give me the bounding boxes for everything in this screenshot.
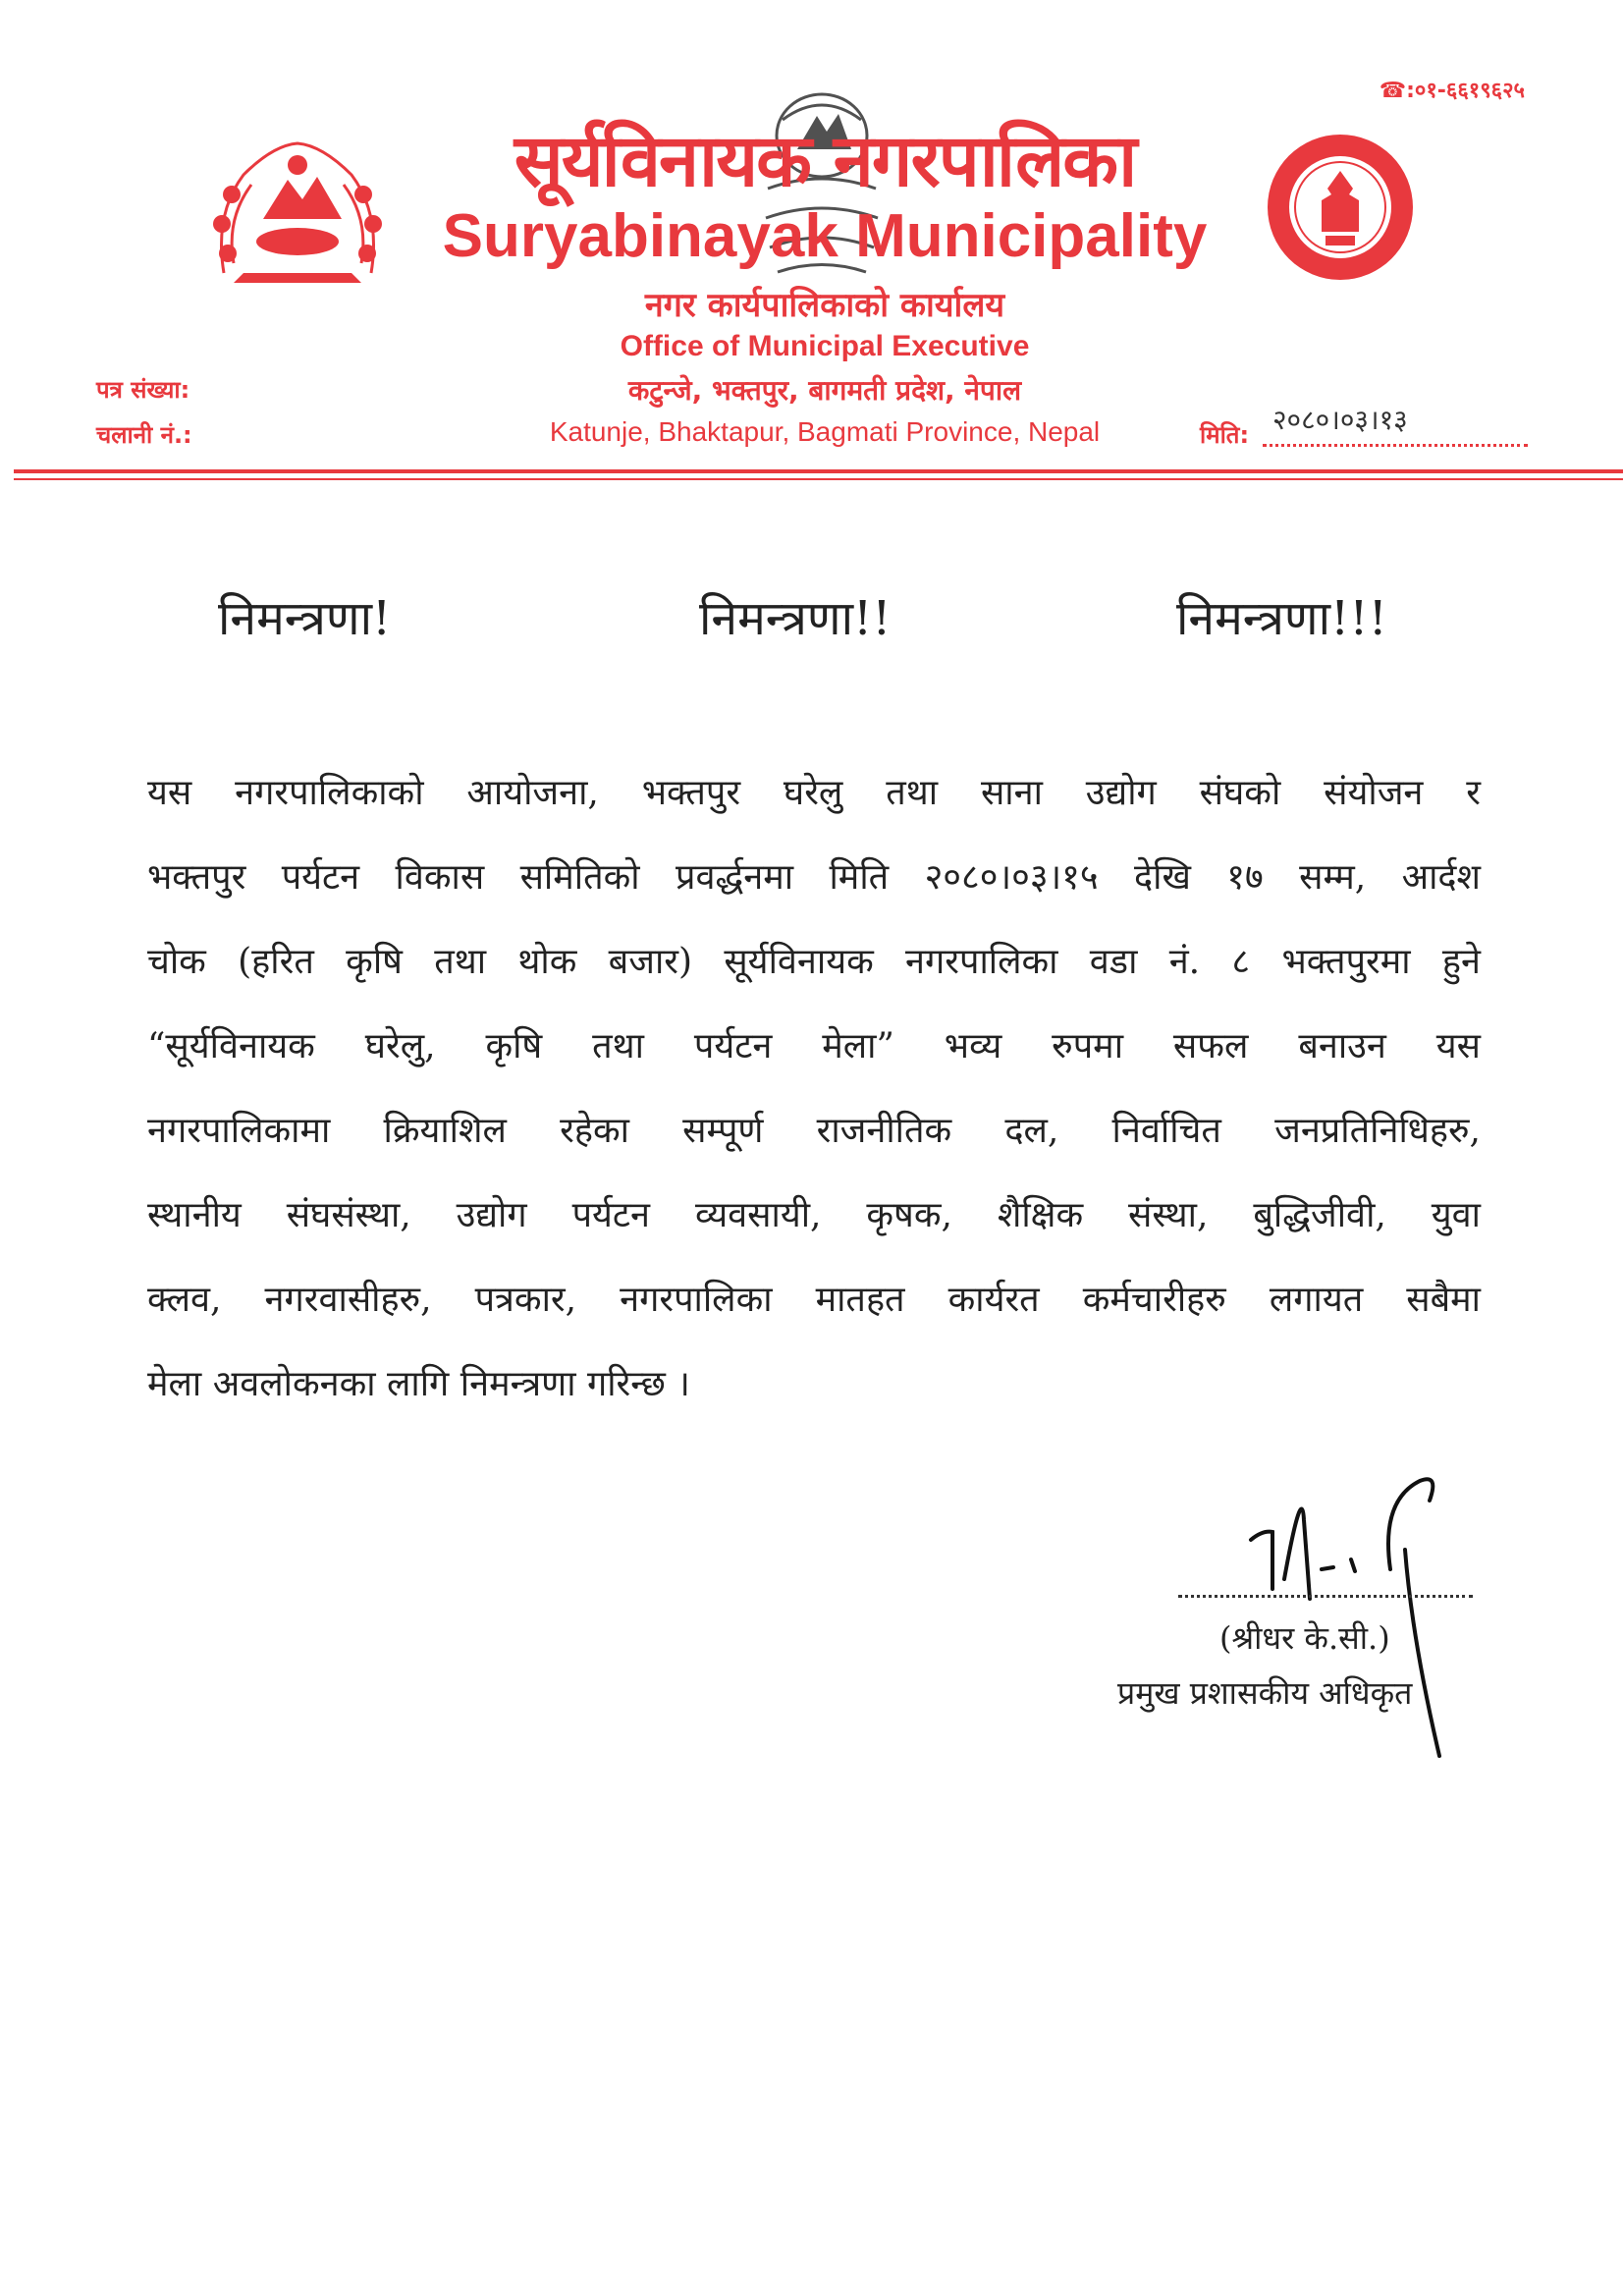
signatory-title: प्रमुख प्रशासकीय अधिकृत <box>1117 1674 1413 1712</box>
header-divider-thin <box>14 478 1623 480</box>
address-nepali: कटुन्जे, भक्तपुर, बागमती प्रदेश, नेपाल <box>627 374 1022 407</box>
body-line: नगरपालिकामा क्रियाशिल रहेका सम्पूर्ण राजनीतिक दल, निर्वाचित जनप्रतिनिधिहरु, <box>147 1111 1481 1151</box>
office-name-nepali: नगर कार्यपालिकाको कार्यालय <box>644 286 1005 325</box>
body-line: भक्तपुर पर्यटन विकास समितिको प्रवर्द्धनमा मिति २०८०।०३।१५ देखि १७ सम्म, आर्दश <box>147 857 1481 898</box>
address-english: Katunje, Bhaktapur, Bagmati Province, Nepal <box>549 416 1101 447</box>
date-value: २०८०।०३।१३ <box>1272 404 1408 436</box>
body-line: स्थानीय संघसंस्था, उद्योग पर्यटन व्यवसायी, कृषक, शैक्षिक संस्था, बुद्धिजीवी, युवा <box>147 1195 1481 1235</box>
office-name-english: Office of Municipal Executive <box>620 330 1030 362</box>
municipality-name-english: Suryabinayak Municipality <box>442 202 1208 270</box>
nepal-emblem-icon <box>204 126 391 293</box>
signatory-name: (श्रीधर के.सी.) <box>1219 1619 1390 1657</box>
body-line: क्लव, नगरवासीहरु, पत्रकार, नगरपालिका मातहत कार्यरत कर्मचारीहरु लगायत सबैमा <box>147 1280 1481 1320</box>
municipality-name-nepali: सूर्यविनायक नगरपालिका <box>514 119 1136 203</box>
body-line: मेला अवलोकनका लागि निमन्त्रणा गरिन्छ । <box>147 1364 690 1404</box>
invitation-heading-3: निमन्त्रणा!!! <box>1176 591 1387 646</box>
body-line: चोक (हरित कृषि तथा थोक बजार) सूर्यविनायक नगरपालिका वडा नं. ८ भक्तपुरमा हुने <box>147 942 1481 982</box>
header-divider-thick <box>14 469 1623 473</box>
municipality-seal-icon <box>1263 130 1418 285</box>
date-label: मिति: <box>1200 421 1250 449</box>
dispatch-number-label: चलानी नं.: <box>96 421 192 449</box>
signature-dotted-line <box>1178 1595 1473 1598</box>
invitation-heading-2: निमन्त्रणा!! <box>699 591 892 646</box>
phone-number: ☎:०१-६६१९६२५ <box>1379 79 1525 103</box>
body-line: यस नगरपालिकाको आयोजना, भक्तपुर घरेलु तथा साना उद्योग संघको संयोजन र <box>147 773 1481 813</box>
letter-number-label: पत्र संख्या: <box>96 376 190 404</box>
letter-body <box>147 751 1481 1427</box>
body-line: “सूर्यविनायक घरेलु, कृषि तथा पर्यटन मेला” भव्य रुपमा सफल बनाउन यस <box>147 1026 1481 1066</box>
invitation-heading-1: निमन्त्रणा! <box>218 591 392 646</box>
